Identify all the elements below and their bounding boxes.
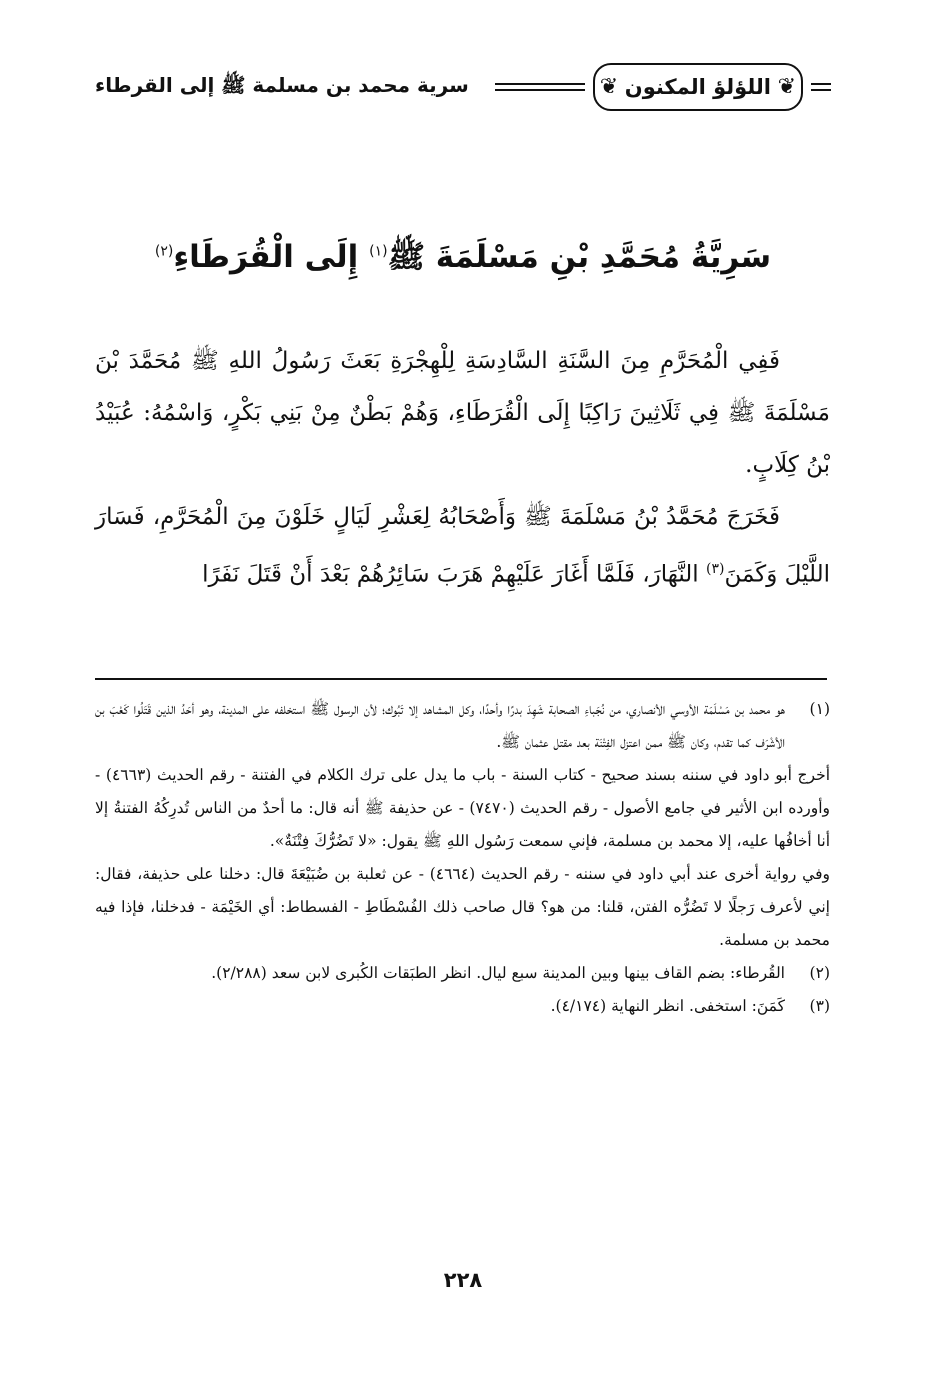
footnote-3-number: (٣) [809,997,830,1015]
footnote-2-text: القُرطاء: بضم القاف بينها وبين المدينة سبع ليال. انظر الطبَقات الكُبرى لابن سعد (٢/٢٨٨). [211,964,785,982]
paragraph-2-part1: فَخَرَجَ مُحَمَّدُ بْنُ مَسْلَمَةَ ﷺ وَأَصْحَابُهُ لِعَشْرِ لَيَالٍ خَلَوْنَ مِنَ الْمُحَرَّمِ، فَسَارَ اللَّيْلَ وَكَمَنَ [95,504,830,588]
footnote-1-body [95,693,785,759]
footnote-1-continuation-1: أخرج أبو داود في سننه بسند صحيح - كتاب السنة - باب ما يدل على ترك الكلام في الفتنة - رقم الحديث (٤٦٦٣) - وأورده ابن الأثير في جامع الأصول - رقم الحديث (٧٤٧٠) - عن حذيفة ﷺ أنه قال: ما أحدٌ من الناس تُدرِكُهُ الفتنةُ إلا أنا أخافُها عليه، إلا محمد بن مسلمة، فإني سمعت رَسُول اللهِ ﷺ يقول: «لا تَضُرُّكَ فِتْنَةٌ». [95,766,831,850]
footnote-3-text: كَمَنَ: استخفى. انظر النهاية (٤/١٧٤). [550,997,785,1015]
section-title-part2: إِلَى الْقُرَطَاءِ [173,239,359,275]
footnotes [95,693,830,1023]
footnote-1 [95,693,830,759]
book-title-badge: ❦ اللؤلؤ المكنون ❦ [593,63,803,111]
page-number: ٢٢٨ [443,1268,483,1292]
paragraph-2-part2: النَّهَارَ، فَلَمَّا أَغَارَ عَلَيْهِمْ هَرَبَ سَائِرُهُمْ بَعْدَ أَنْ قَتَلَ نَفَرًا [202,561,699,588]
footnote-2 [95,957,830,990]
footnote-3 [95,990,830,1023]
footnote-2-number: (٢) [809,964,830,982]
footnote-1-text: هو محمد بن مَسْلَمَة الأوسي الأنصاري، من نُجَباءِ الصحابة شَهِدَ بدرًا وأحدًا، وكل المشاهد إلا تَبُوك؛ لأن الرسول ﷺ استخلفه على المدينة، وهو أحَدُ الذين قَتَلُوا كَعْبَ بن الأشْرَف كما تقدم، وكان ﷺ ممن اعتزل الفِتْنَة بعد مقتل عثمان ﷺ. [95,700,785,751]
chapter-running-title: سرية محمد بن مسلمة ﷺ إلى القرطاء [95,72,469,97]
footnote-separator [95,678,827,680]
footnote-ref-2: (٢) [154,243,174,260]
header-double-rule-right [811,83,831,91]
footnote-ref-3: (٣) [705,561,725,577]
footnote-ref-1: (١) [369,243,388,260]
header-ornament-group [495,63,831,111]
footnote-1-continuation-2: وفي رواية أخرى عند أبي داود في سننه - رقم الحديث (٤٦٦٤) - عن ثعلبة بن ضُبَيْعَةَ قال: دخلنا على حذيفة، فقال: إني لأعرف رَجلًا لا تَضُرُّه الفتن، قلنا: من هو؟ قال صاحب ذلك الفُسْطَاطِ - الفسطاط: أي الخَيْمَة - فدخلنا، فإذا فيه محمد بن مسلمة. [95,865,830,949]
section-title [95,238,831,283]
paragraph-1: فَفِي الْمُحَرَّمِ مِنَ السَّنَةِ السَّادِسَةِ لِلْهِجْرَةِ بَعَثَ رَسُولُ اللهِ ﷺ مُحَمَّدَ بْنَ مَسْلَمَةَ ﷺ فِي ثَلَاثِينَ رَاكِبًا إِلَى الْقُرَطَاءِ، وَهُمْ بَطْنٌ مِنْ بَنِي بَكْرٍ، وَاسْمُهُ: عُبَيْدُ بْنُ كِلَابٍ. [95,348,830,478]
header-double-rule-middle [495,83,585,91]
paragraph-2 [95,491,830,601]
section-title-part1: سَرِيَّةُ مُحَمَّدِ بْنِ مَسْلَمَةَ ﷺ [387,239,772,275]
running-header [95,52,831,122]
footnote-1-number: (١) [809,700,830,718]
main-text [95,335,830,601]
